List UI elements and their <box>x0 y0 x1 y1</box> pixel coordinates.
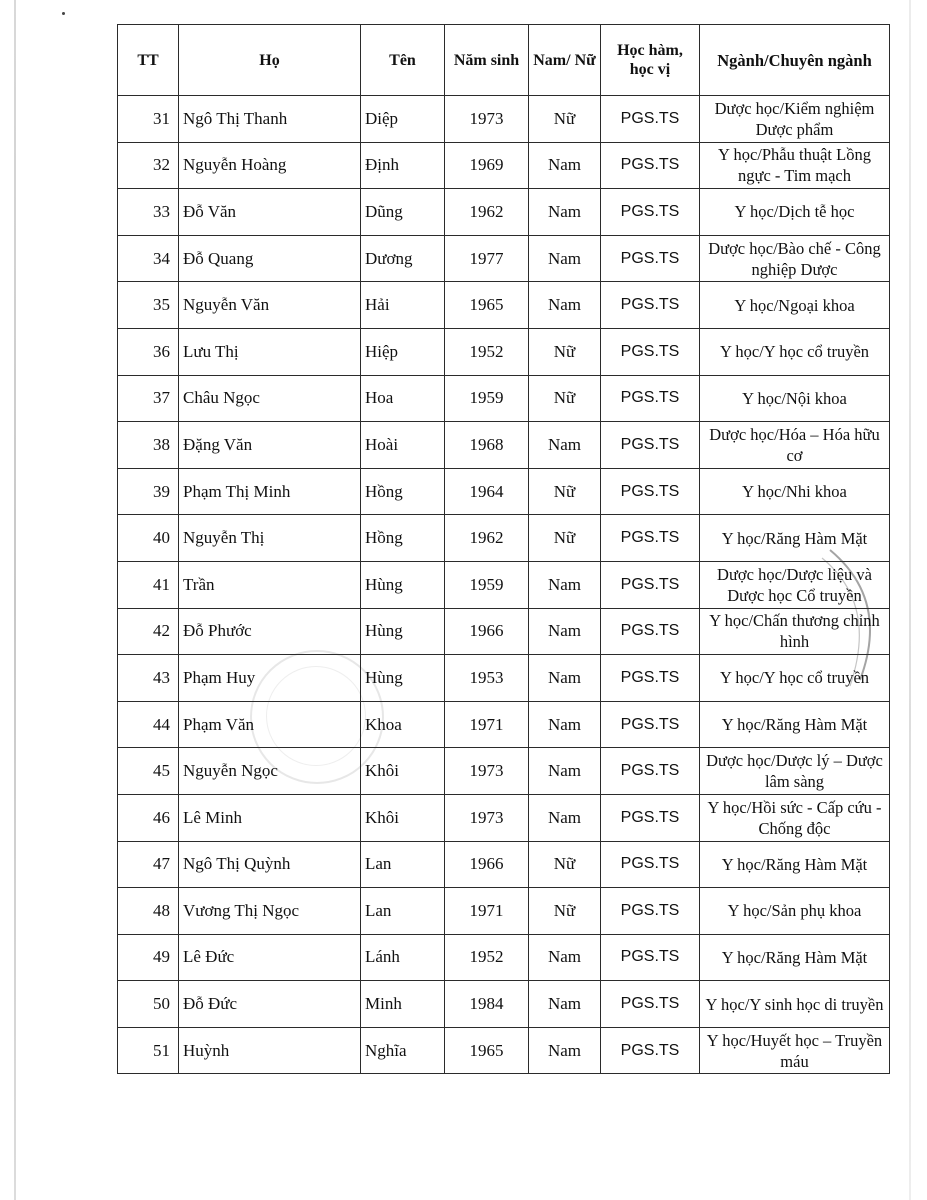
table-row <box>118 981 890 1028</box>
cell-ten: Diệp <box>361 96 445 143</box>
header-row <box>118 25 890 96</box>
cell-tt: 37 <box>118 375 179 422</box>
cell-nam-sinh: 1959 <box>445 375 529 422</box>
cell-ho: Ngô Thị Thanh <box>179 96 361 143</box>
cell-tt: 41 <box>118 561 179 608</box>
cell-tt: 35 <box>118 282 179 329</box>
scan-edge-left <box>14 0 16 1200</box>
table-row <box>118 189 890 236</box>
cell-gioi-tinh: Nữ <box>529 468 601 515</box>
cell-nganh: Y học/Răng Hàm Mặt <box>700 701 890 748</box>
cell-nganh: Y học/Y học cổ truyền <box>700 655 890 702</box>
cell-gioi-tinh: Nữ <box>529 888 601 935</box>
cell-nam-sinh: 1973 <box>445 794 529 841</box>
cell-gioi-tinh: Nam <box>529 608 601 655</box>
cell-nganh: Y học/Răng Hàm Mặt <box>700 841 890 888</box>
cell-hoc-ham: PGS.TS <box>601 422 700 469</box>
table-row <box>118 655 890 702</box>
table-row <box>118 328 890 375</box>
cell-nganh: Dược học/Dược liệu và Dược học Cổ truyền <box>700 561 890 608</box>
cell-ho: Huỳnh <box>179 1027 361 1074</box>
cell-tt: 43 <box>118 655 179 702</box>
cell-ten: Lan <box>361 888 445 935</box>
table-body <box>118 96 890 1074</box>
cell-ho: Vương Thị Ngọc <box>179 888 361 935</box>
cell-nganh: Y học/Sản phụ khoa <box>700 888 890 935</box>
cell-ten: Lan <box>361 841 445 888</box>
cell-tt: 31 <box>118 96 179 143</box>
table-row <box>118 841 890 888</box>
table-row <box>118 96 890 143</box>
cell-ten: Định <box>361 142 445 189</box>
header-tt: TT <box>118 25 179 96</box>
cell-nam-sinh: 1968 <box>445 422 529 469</box>
cell-tt: 51 <box>118 1027 179 1074</box>
cell-ten: Hùng <box>361 561 445 608</box>
cell-hoc-ham: PGS.TS <box>601 1027 700 1074</box>
cell-nam-sinh: 1973 <box>445 748 529 795</box>
cell-ten: Hoa <box>361 375 445 422</box>
cell-gioi-tinh: Nam <box>529 748 601 795</box>
table-row <box>118 561 890 608</box>
cell-gioi-tinh: Nam <box>529 701 601 748</box>
cell-ho: Phạm Thị Minh <box>179 468 361 515</box>
cell-gioi-tinh: Nam <box>529 561 601 608</box>
cell-tt: 32 <box>118 142 179 189</box>
cell-nam-sinh: 1977 <box>445 235 529 282</box>
cell-ho: Đỗ Quang <box>179 235 361 282</box>
header-ho: Họ <box>179 25 361 96</box>
cell-hoc-ham: PGS.TS <box>601 375 700 422</box>
cell-hoc-ham: PGS.TS <box>601 701 700 748</box>
cell-ho: Trần <box>179 561 361 608</box>
cell-nam-sinh: 1973 <box>445 96 529 143</box>
cell-nam-sinh: 1965 <box>445 1027 529 1074</box>
header-ten: Tên <box>361 25 445 96</box>
cell-nganh: Y học/Y học cổ truyền <box>700 328 890 375</box>
cell-ho: Nguyễn Thị <box>179 515 361 562</box>
cell-nganh: Dược học/Kiểm nghiệm Dược phẩm <box>700 96 890 143</box>
cell-ho: Lê Minh <box>179 794 361 841</box>
cell-ho: Đỗ Phước <box>179 608 361 655</box>
cell-tt: 49 <box>118 934 179 981</box>
cell-tt: 45 <box>118 748 179 795</box>
cell-ho: Châu Ngọc <box>179 375 361 422</box>
cell-nganh: Y học/Dịch tễ học <box>700 189 890 236</box>
cell-gioi-tinh: Nam <box>529 282 601 329</box>
cell-ho: Lưu Thị <box>179 328 361 375</box>
cell-ten: Lánh <box>361 934 445 981</box>
cell-hoc-ham: PGS.TS <box>601 515 700 562</box>
cell-gioi-tinh: Nam <box>529 1027 601 1074</box>
cell-nam-sinh: 1971 <box>445 701 529 748</box>
cell-tt: 33 <box>118 189 179 236</box>
scan-edge-right <box>909 0 911 1200</box>
table-row <box>118 468 890 515</box>
cell-gioi-tinh: Nữ <box>529 841 601 888</box>
cell-tt: 46 <box>118 794 179 841</box>
cell-hoc-ham: PGS.TS <box>601 888 700 935</box>
cell-hoc-ham: PGS.TS <box>601 608 700 655</box>
cell-nganh: Y học/Chấn thương chỉnh hình <box>700 608 890 655</box>
cell-gioi-tinh: Nam <box>529 794 601 841</box>
cell-nam-sinh: 1964 <box>445 468 529 515</box>
cell-ten: Hồng <box>361 515 445 562</box>
cell-ten: Hùng <box>361 655 445 702</box>
cell-nganh: Y học/Răng Hàm Mặt <box>700 515 890 562</box>
cell-ten: Dương <box>361 235 445 282</box>
table-row <box>118 794 890 841</box>
cell-nam-sinh: 1969 <box>445 142 529 189</box>
cell-gioi-tinh: Nam <box>529 235 601 282</box>
cell-tt: 48 <box>118 888 179 935</box>
table-row <box>118 515 890 562</box>
cell-nganh: Y học/Phẫu thuật Lồng ngực - Tim mạch <box>700 142 890 189</box>
cell-hoc-ham: PGS.TS <box>601 328 700 375</box>
cell-gioi-tinh: Nam <box>529 142 601 189</box>
cell-ten: Khoa <box>361 701 445 748</box>
cell-nganh: Dược học/Hóa – Hóa hữu cơ <box>700 422 890 469</box>
table-row <box>118 888 890 935</box>
cell-nganh: Y học/Ngoại khoa <box>700 282 890 329</box>
header-hoc-ham: Học hàm, học vị <box>601 25 700 96</box>
cell-hoc-ham: PGS.TS <box>601 934 700 981</box>
cell-nam-sinh: 1965 <box>445 282 529 329</box>
cell-gioi-tinh: Nữ <box>529 328 601 375</box>
table-row <box>118 422 890 469</box>
cell-hoc-ham: PGS.TS <box>601 841 700 888</box>
cell-gioi-tinh: Nam <box>529 189 601 236</box>
cell-ho: Nguyễn Ngọc <box>179 748 361 795</box>
table-row <box>118 375 890 422</box>
table-row <box>118 934 890 981</box>
cell-tt: 39 <box>118 468 179 515</box>
cell-ho: Phạm Văn <box>179 701 361 748</box>
cell-ho: Nguyễn Văn <box>179 282 361 329</box>
table-row <box>118 608 890 655</box>
cell-ten: Khôi <box>361 794 445 841</box>
cell-hoc-ham: PGS.TS <box>601 189 700 236</box>
cell-ho: Nguyễn Hoàng <box>179 142 361 189</box>
header-nam-sinh: Năm sinh <box>445 25 529 96</box>
cell-nam-sinh: 1971 <box>445 888 529 935</box>
cell-ho: Đặng Văn <box>179 422 361 469</box>
cell-hoc-ham: PGS.TS <box>601 142 700 189</box>
cell-tt: 40 <box>118 515 179 562</box>
cell-tt: 47 <box>118 841 179 888</box>
cell-hoc-ham: PGS.TS <box>601 468 700 515</box>
cell-ho: Đỗ Văn <box>179 189 361 236</box>
cell-nam-sinh: 1984 <box>445 981 529 1028</box>
cell-gioi-tinh: Nữ <box>529 375 601 422</box>
cell-ten: Hồng <box>361 468 445 515</box>
cell-ho: Lê Đức <box>179 934 361 981</box>
table-header <box>118 25 890 96</box>
cell-ten: Hiệp <box>361 328 445 375</box>
cell-hoc-ham: PGS.TS <box>601 655 700 702</box>
table-row <box>118 142 890 189</box>
cell-hoc-ham: PGS.TS <box>601 282 700 329</box>
cell-hoc-ham: PGS.TS <box>601 748 700 795</box>
cell-tt: 34 <box>118 235 179 282</box>
cell-gioi-tinh: Nữ <box>529 96 601 143</box>
cell-hoc-ham: PGS.TS <box>601 794 700 841</box>
cell-nganh: Y học/Nhi khoa <box>700 468 890 515</box>
cell-nam-sinh: 1959 <box>445 561 529 608</box>
cell-ten: Dũng <box>361 189 445 236</box>
cell-ho: Phạm Huy <box>179 655 361 702</box>
cell-hoc-ham: PGS.TS <box>601 96 700 143</box>
cell-nam-sinh: 1953 <box>445 655 529 702</box>
scan-speck <box>62 12 65 15</box>
cell-ho: Ngô Thị Quỳnh <box>179 841 361 888</box>
cell-hoc-ham: PGS.TS <box>601 561 700 608</box>
cell-gioi-tinh: Nam <box>529 655 601 702</box>
header-gioi-tinh: Nam/ Nữ <box>529 25 601 96</box>
table-row <box>118 235 890 282</box>
cell-nganh: Dược học/Bào chế - Công nghiệp Dược <box>700 235 890 282</box>
cell-ten: Khôi <box>361 748 445 795</box>
cell-nganh: Y học/Nội khoa <box>700 375 890 422</box>
cell-gioi-tinh: Nam <box>529 981 601 1028</box>
cell-nam-sinh: 1952 <box>445 328 529 375</box>
cell-nam-sinh: 1962 <box>445 515 529 562</box>
cell-nam-sinh: 1952 <box>445 934 529 981</box>
cell-gioi-tinh: Nữ <box>529 515 601 562</box>
cell-nam-sinh: 1966 <box>445 841 529 888</box>
cell-ten: Hoài <box>361 422 445 469</box>
cell-nganh: Y học/Răng Hàm Mặt <box>700 934 890 981</box>
table-row <box>118 1027 890 1074</box>
cell-nam-sinh: 1966 <box>445 608 529 655</box>
cell-nganh: Y học/Hồi sức - Cấp cứu - Chống độc <box>700 794 890 841</box>
cell-ten: Hải <box>361 282 445 329</box>
cell-nganh: Y học/Huyết học – Truyền máu <box>700 1027 890 1074</box>
cell-tt: 38 <box>118 422 179 469</box>
cell-ten: Nghĩa <box>361 1027 445 1074</box>
cell-nam-sinh: 1962 <box>445 189 529 236</box>
cell-tt: 44 <box>118 701 179 748</box>
cell-hoc-ham: PGS.TS <box>601 235 700 282</box>
cell-ten: Minh <box>361 981 445 1028</box>
cell-tt: 42 <box>118 608 179 655</box>
table-row <box>118 748 890 795</box>
header-nganh: Ngành/Chuyên ngành <box>700 25 890 96</box>
cell-nganh: Y học/Y sinh học di truyền <box>700 981 890 1028</box>
cell-gioi-tinh: Nam <box>529 422 601 469</box>
cell-tt: 36 <box>118 328 179 375</box>
cell-hoc-ham: PGS.TS <box>601 981 700 1028</box>
cell-ten: Hùng <box>361 608 445 655</box>
cell-nganh: Dược học/Dược lý – Dược lâm sàng <box>700 748 890 795</box>
table-row <box>118 282 890 329</box>
staff-table <box>117 24 890 1074</box>
table-row <box>118 701 890 748</box>
cell-gioi-tinh: Nam <box>529 934 601 981</box>
cell-ho: Đỗ Đức <box>179 981 361 1028</box>
cell-tt: 50 <box>118 981 179 1028</box>
